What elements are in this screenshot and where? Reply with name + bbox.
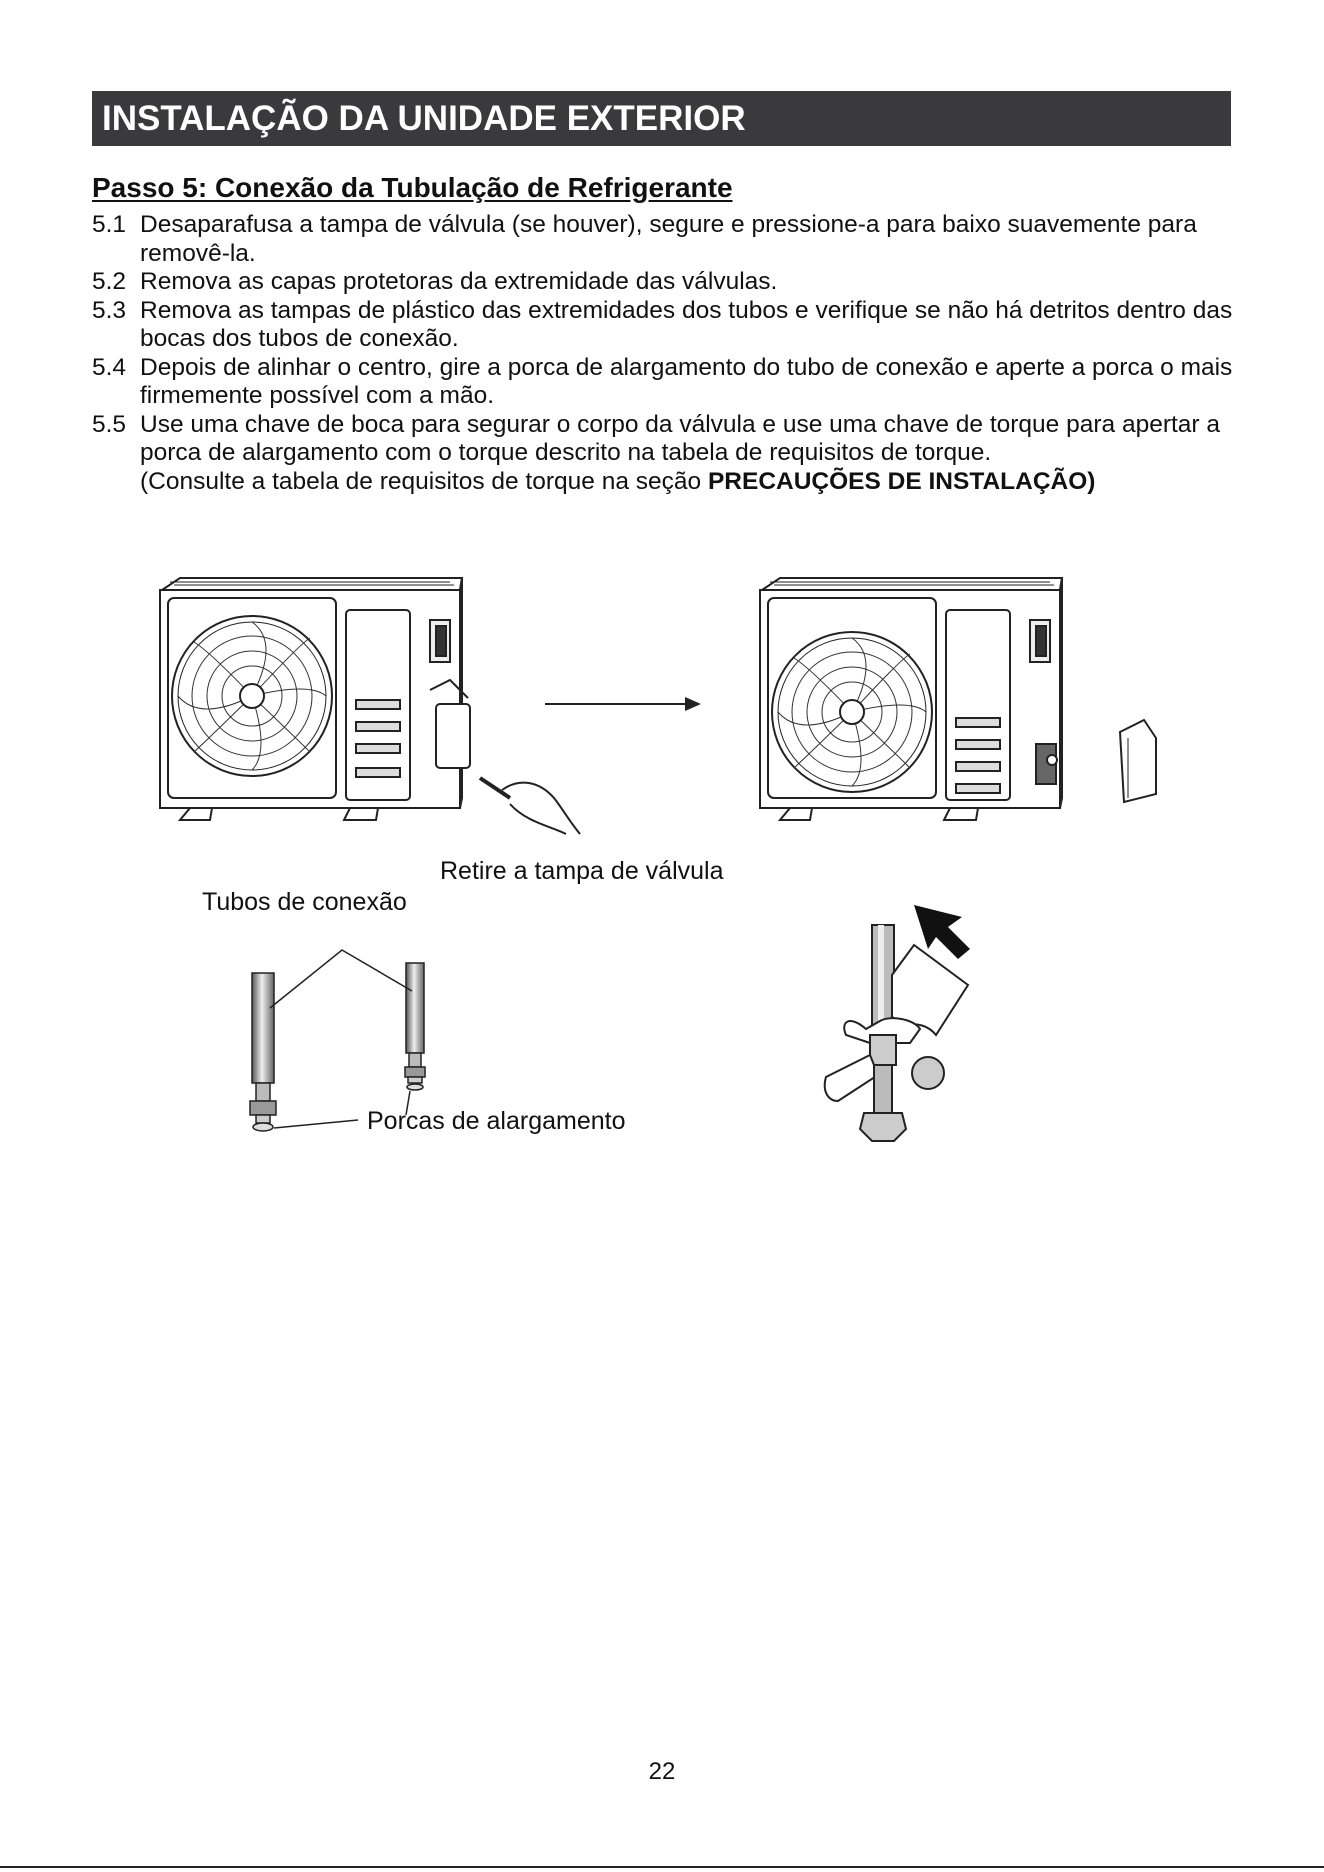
page-number: 22 xyxy=(648,1758,676,1785)
step-text: Remova as capas protetoras da extremidade das válvulas. xyxy=(140,268,778,295)
arrow-right-icon xyxy=(545,692,705,716)
step-note-bold: PRECAUÇÕES DE INSTALAÇÃO) xyxy=(707,467,1096,495)
step-number: 5.5 xyxy=(92,410,127,438)
caption-flare-nuts: Porcas de alargamento xyxy=(367,1107,626,1135)
section-header-title: INSTALAÇÃO DA UNIDADE EXTERIOR xyxy=(102,99,746,138)
step-text: Remova as tampas de plástico das extremidades dos tubos e verifique se não há detritos dentro das bocas dos tubos de conexão. xyxy=(140,296,1233,352)
caption-remove-cover: Retire a tampa de válvula xyxy=(440,857,724,885)
wrench-tightening-illustration xyxy=(820,905,990,1145)
caption-connection-pipes: Tubos de conexão xyxy=(202,888,407,916)
steps-list xyxy=(92,211,1242,496)
step-item xyxy=(92,297,1242,354)
step-text: Use uma chave de boca para segurar o corpo da válvula e use uma chave de torque para apertar a porca de alargamento com o torque descrito na tabela de requisitos de torque. xyxy=(140,410,1221,466)
step-number: 5.1 xyxy=(92,211,127,238)
step-text: Depois de alinhar o centro, gire a porca de alargamento do tubo de conexão e aperte a porca o mais firmemente possível com a mão. xyxy=(140,353,1233,409)
step-item xyxy=(92,268,1242,297)
step-title: Passo 5: Conexão da Tubulação de Refrigerante xyxy=(92,172,733,203)
section-header-banner xyxy=(92,91,1231,146)
outdoor-unit-with-cover-illustration xyxy=(150,572,590,852)
step-item xyxy=(92,411,1242,497)
step-number: 5.4 xyxy=(92,353,127,381)
step-number: 5.3 xyxy=(92,296,127,324)
step-note-text: (Consulte a tabela de requisitos de torque na seção xyxy=(140,467,708,495)
step-text: Desaparafusa a tampa de válvula (se houver), segure e pressione-a para baixo suavemente para removê-la. xyxy=(140,211,1197,267)
step-number: 5.2 xyxy=(92,268,127,295)
step-note xyxy=(140,468,1242,497)
outdoor-unit-uncovered-illustration xyxy=(752,572,1172,842)
step-item xyxy=(92,211,1242,268)
bottom-rule xyxy=(0,1866,1324,1868)
step-item xyxy=(92,354,1242,411)
